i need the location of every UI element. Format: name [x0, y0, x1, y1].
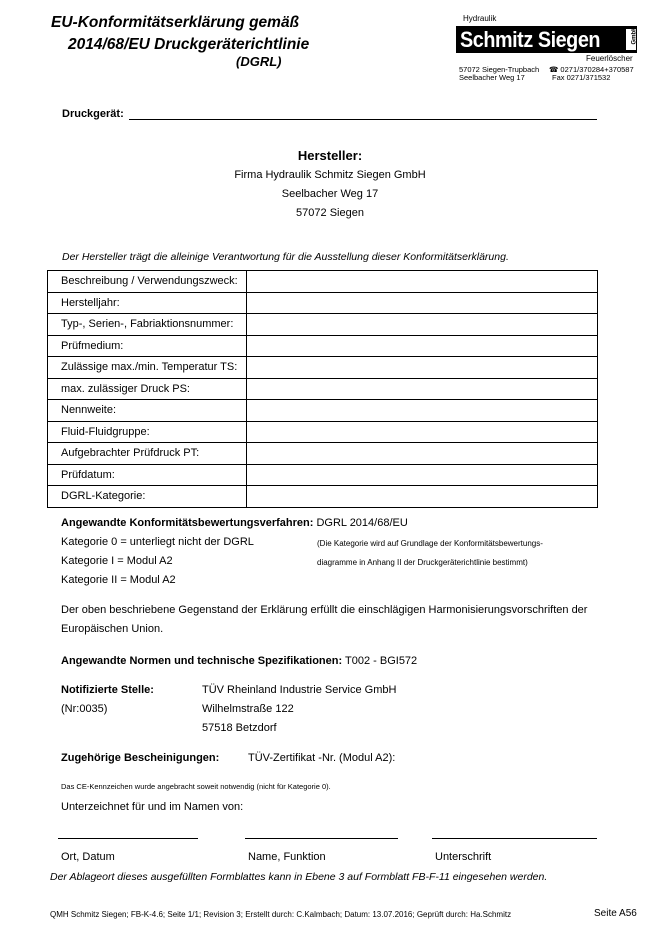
place-date-label: Ort, Datum: [61, 851, 115, 863]
procedures-line: [61, 517, 408, 530]
notified-body-number: (Nr:0035): [61, 703, 108, 715]
row-value[interactable]: [247, 335, 598, 357]
name-function-label: Name, Funktion: [248, 851, 326, 863]
page-title-line2: 2014/68/EU Druckgeräterichtlinie: [68, 36, 310, 53]
category-0: Kategorie 0 = unterliegt nicht der DGRL: [61, 536, 254, 548]
responsibility-statement: Der Hersteller trägt die alleinige Verantwortung für die Ausstellung dieser Konformitätserklärung.: [62, 251, 509, 263]
category-note-line2: diagramme in Anhang II der Druckgeräterichtlinie bestimmt): [317, 558, 528, 567]
table-row: [48, 464, 598, 486]
logo-phone: ☎ 0271/370284+370587: [549, 65, 634, 74]
row-label: Prüfmedium:: [48, 335, 247, 357]
row-value[interactable]: [247, 486, 598, 508]
row-label: Herstelljahr:: [48, 292, 247, 314]
row-label: Fluid-Fluidgruppe:: [48, 421, 247, 443]
table-row: [48, 443, 598, 465]
row-value[interactable]: [247, 292, 598, 314]
row-value[interactable]: [247, 357, 598, 379]
footer-page: Seite A56: [594, 908, 637, 919]
row-label: Prüfdatum:: [48, 464, 247, 486]
logo-top-label: Hydraulik: [463, 14, 497, 23]
table-row: [48, 292, 598, 314]
notified-body-label: Notifizierte Stelle:: [61, 684, 154, 696]
page-title-line3: (DGRL): [236, 54, 282, 69]
category-1: Kategorie I = Modul A2: [61, 555, 173, 567]
row-value[interactable]: [247, 421, 598, 443]
certificates-value: TÜV-Zertifikat -Nr. (Modul A2):: [248, 752, 396, 764]
table-row: [48, 357, 598, 379]
table-row: [48, 486, 598, 508]
table-row: [48, 271, 598, 293]
row-value[interactable]: [247, 400, 598, 422]
manufacturer-street: Seelbacher Weg 17: [281, 188, 379, 200]
table-row: [48, 335, 598, 357]
row-value[interactable]: [247, 271, 598, 293]
name-function-line[interactable]: [245, 838, 398, 839]
signature-line[interactable]: [432, 838, 597, 839]
device-data-table: [47, 270, 598, 508]
ce-note: Das CE-Kennzeichen wurde angebracht soweit notwendig (nicht für Kategorie 0).: [61, 782, 331, 791]
row-label: Typ-, Serien-, Fabriaktionsnummer:: [48, 314, 247, 336]
row-value[interactable]: [247, 443, 598, 465]
procedures-label: Angewandte Konformitätsbewertungsverfahren:: [61, 517, 314, 529]
logo-fax: Fax 0271/371532: [552, 73, 611, 82]
row-label: DGRL-Kategorie:: [48, 486, 247, 508]
device-input-line[interactable]: [129, 119, 597, 120]
row-label: Beschreibung / Verwendungszweck:: [48, 271, 247, 293]
logo-brand-box: [456, 26, 637, 53]
certificates-label: Zugehörige Bescheinigungen:: [61, 752, 220, 764]
logo-gmbh: GmbH: [626, 29, 636, 50]
procedures-value: DGRL 2014/68/EU: [316, 517, 408, 529]
row-label: Nennweite:: [48, 400, 247, 422]
table-row: [48, 378, 598, 400]
row-label: max. zulässiger Druck PS:: [48, 378, 247, 400]
logo-brand: Schmitz Siegen: [460, 27, 601, 52]
row-label: Zulässige max./min. Temperatur TS:: [48, 357, 247, 379]
row-value[interactable]: [247, 378, 598, 400]
manufacturer-name: Firma Hydraulik Schmitz Siegen GmbH: [234, 169, 426, 181]
manufacturer-heading: Hersteller:: [297, 148, 363, 163]
notified-body-name: TÜV Rheinland Industrie Service GmbH: [202, 684, 397, 696]
table-row: [48, 400, 598, 422]
place-date-line[interactable]: [58, 838, 198, 839]
page-title-line1: EU-Konformitätserklärung gemäß: [51, 14, 300, 31]
signed-statement: Unterzeichnet für und im Namen von:: [61, 801, 244, 813]
footer-text: QMH Schmitz Siegen; FB-K-4.6; Seite 1/1; Revision 3; Erstellt durch: C.Kalmbach; Datum: 13.07.2016; Geprüft durch: Ha.Schmitz: [50, 910, 512, 919]
device-label: Druckgerät:: [62, 108, 124, 120]
standards-value: T002 - BGI572: [345, 655, 418, 667]
harmonization-line1: Der oben beschriebene Gegenstand der Erklärung erfüllt die einschlägigen Harmonisierungsvorschriften der: [61, 604, 588, 616]
row-value[interactable]: [247, 464, 598, 486]
signature-label: Unterschrift: [435, 851, 492, 863]
storage-note: Der Ablageort dieses ausgefüllten Formblattes kann in Ebene 3 auf Formblatt FB-F-11 eingesehen werden.: [50, 871, 548, 883]
standards-line: [61, 655, 417, 668]
standards-label: Angewandte Normen und technische Spezifikationen:: [61, 655, 343, 667]
category-note-line1: (Die Kategorie wird auf Grundlage der Konformitätsbewertungs-: [317, 539, 543, 548]
category-2: Kategorie II = Modul A2: [61, 574, 176, 586]
manufacturer-city: 57072 Siegen: [296, 207, 364, 219]
row-value[interactable]: [247, 314, 598, 336]
notified-body-city: 57518 Betzdorf: [202, 722, 277, 734]
table-row: [48, 421, 598, 443]
table-row: [48, 314, 598, 336]
logo-bottom-label: Feuerlöscher: [586, 54, 633, 63]
harmonization-line2: Europäischen Union.: [61, 623, 164, 635]
row-label: Aufgebrachter Prüfdruck PT:: [48, 443, 247, 465]
notified-body-street: Wilhelmstraße 122: [202, 703, 294, 715]
logo-address-line2: Seelbacher Weg 17: [459, 73, 525, 82]
logo-address-line1: 57072 Siegen-Trupbach: [459, 65, 540, 74]
